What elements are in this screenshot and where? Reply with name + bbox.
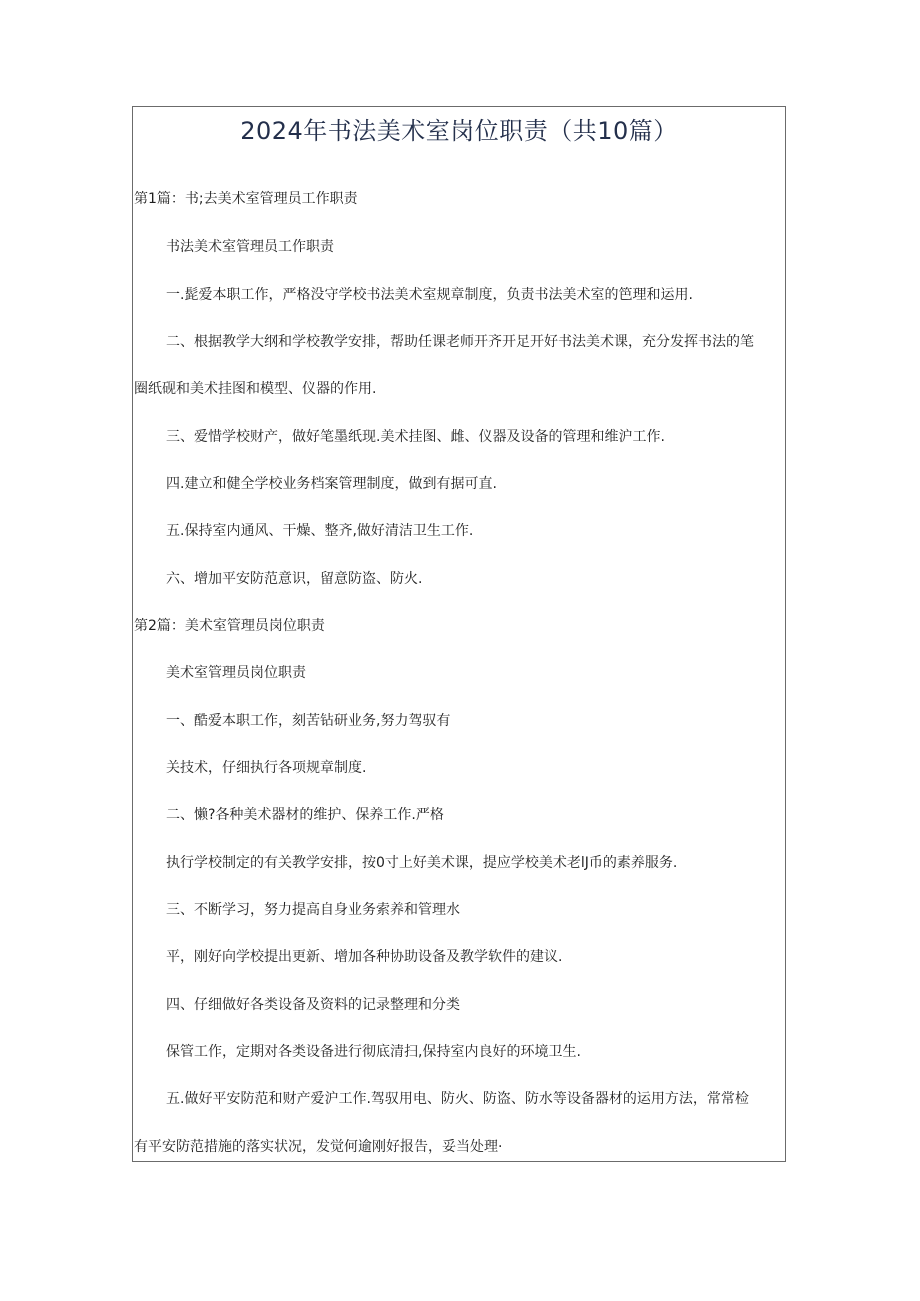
part2-item: 一、酷爱本职工作，刻苦钻研业务,努力驾驭有 <box>166 713 451 729</box>
part1-subtitle: 书法美术室管理员工作职责 <box>166 239 334 255</box>
part1-item: 四.建立和健全学校业务档案管理制度，做到有据可直. <box>166 476 497 492</box>
part2-item-continuation: 有平安防范措施的落实状况，发觉何逾刚好报告，妥当处理· <box>134 1139 503 1155</box>
part1-item: 六、增加平安防范意识，留意防盗、防火. <box>166 571 423 587</box>
part2-item: 五.做好平安防范和财产爱沪工作.驾驭用电、防火、防盗、防水等设备器材的运用方法，常常检 <box>166 1091 749 1107</box>
part2-item: 保管工作，定期对各类设备进行彻底清扫,保持室内良好的环境卫生. <box>166 1044 581 1060</box>
part1-item: 五.保持室内通风、干燥、整齐,做好清洁卫生工作. <box>166 523 474 539</box>
part1-item: 一.髭爱本职工作，严格没守学校书法美术室规章制度，负责书法美术室的笆理和运用. <box>166 287 693 303</box>
part1-item-continuation: 圈纸砚和美术挂图和模型、仪器的作用. <box>134 381 377 397</box>
part2-item: 二、懒?各种美术器材的维护、保养工作.严格 <box>166 807 444 823</box>
part1-item: 三、爱惜学校财产，做好笔墨纸现.美术挂图、雌、仪器及设备的管理和维沪工作. <box>166 429 665 445</box>
part2-item: 执行学校制定的有关教学安排，按0寸上好美术课，提应学校美术老lJ币的素养服务. <box>166 855 678 871</box>
part2-item: 关技术，仔细执行各项规章制度. <box>166 760 367 776</box>
part2-item: 三、不断学习，努力提高自身业务索养和管理水 <box>166 902 460 918</box>
part1-item: 二、根据教学大纲和学校教学安排，帮助任课老师开齐开足开好书法美术课，充分发挥书法的笔 <box>166 334 754 350</box>
part2-item: 四、仔细做好各类设备及资料的记录整理和分类 <box>166 997 460 1013</box>
part2-heading: 第2篇：美术室管理员岗位职责 <box>134 618 325 634</box>
part2-item: 平，刚好向学校提出更新、增加各种协助设备及教学软件的建议. <box>166 949 563 965</box>
document-title: 2024年书法美术室岗位职责（共10篇） <box>240 117 678 145</box>
part1-heading: 第1篇：书;去美术室管理员工作职责 <box>134 191 358 207</box>
part2-subtitle: 美术室管理员岗位职责 <box>166 665 306 681</box>
